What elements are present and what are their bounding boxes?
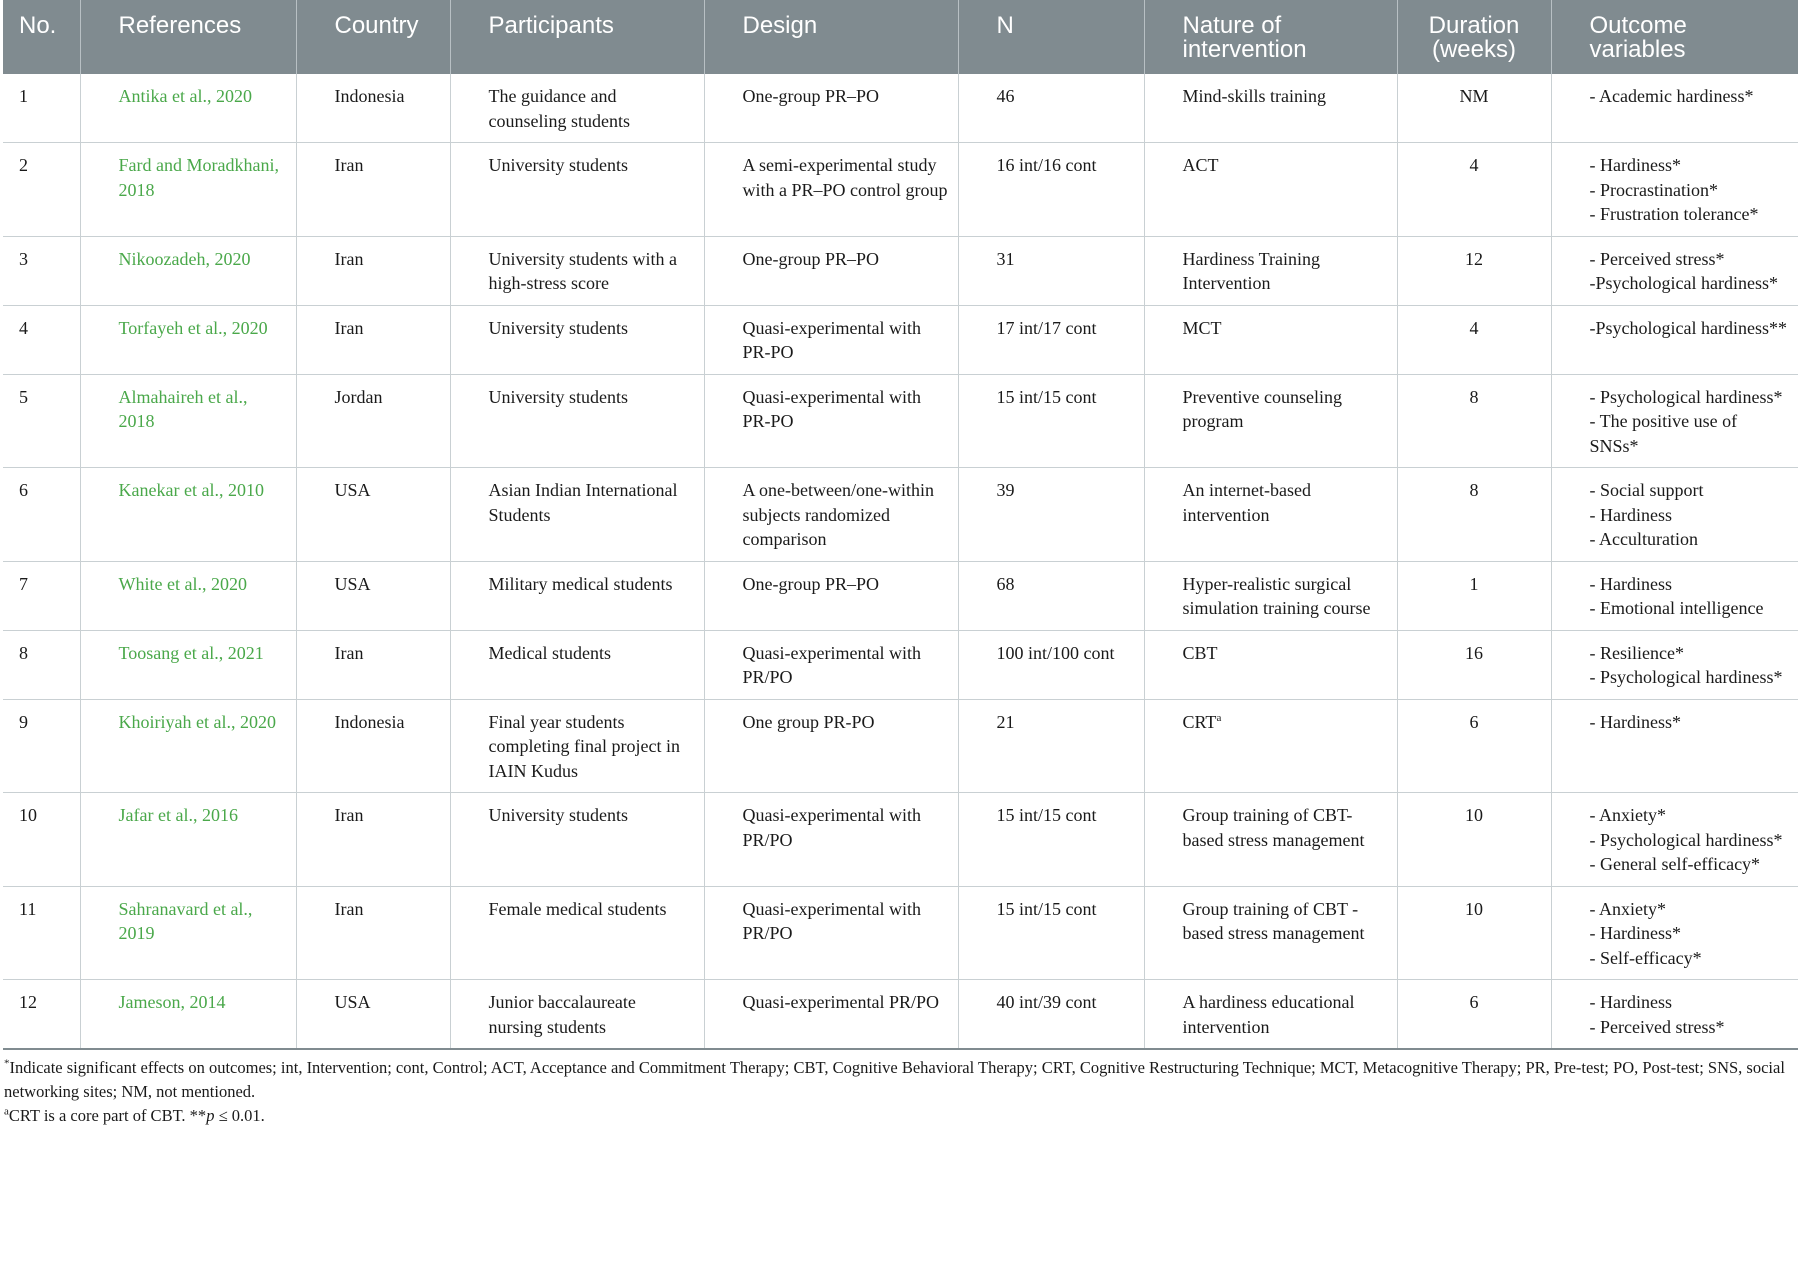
outcome-list bbox=[1590, 84, 1789, 109]
outcome-list bbox=[1590, 710, 1789, 735]
table-row bbox=[3, 980, 1798, 1050]
cell-country-text: Indonesia bbox=[334, 711, 405, 732]
cell-duration bbox=[1397, 561, 1551, 630]
cell-outcomes bbox=[1551, 561, 1798, 630]
cell-no-text: 3 bbox=[19, 248, 28, 269]
cell-no bbox=[3, 236, 80, 305]
table-body bbox=[3, 74, 1798, 1049]
cell-design bbox=[704, 374, 958, 468]
cell-n bbox=[958, 699, 1144, 793]
cell-n-text: 40 int/39 cont bbox=[996, 992, 1097, 1012]
cell-n-text: 39 bbox=[996, 480, 1015, 500]
cell-no bbox=[3, 699, 80, 793]
cell-duration-text: 1 bbox=[1469, 573, 1479, 594]
footnote-ref-a: a bbox=[1216, 711, 1222, 724]
cell-country-text: USA bbox=[334, 992, 371, 1012]
cell-nature bbox=[1144, 980, 1397, 1050]
cell-duration-text: NM bbox=[1459, 86, 1489, 106]
footnote-2 bbox=[4, 1104, 1798, 1128]
outcome-item: - Frustration tolerance* bbox=[1589, 204, 1759, 224]
cell-participants bbox=[450, 74, 704, 143]
cell-nature bbox=[1144, 468, 1397, 562]
cell-outcomes bbox=[1551, 793, 1798, 887]
cell-design bbox=[704, 561, 958, 630]
outcome-item: - General self-efficacy* bbox=[1589, 854, 1761, 874]
cell-reference[interactable] bbox=[80, 886, 296, 980]
header-row bbox=[3, 0, 1798, 74]
cell-participants-text: Military medical students bbox=[488, 573, 673, 594]
cell-n-text: 21 bbox=[996, 711, 1015, 732]
cell-participants-text: Junior baccalaureate nursing students bbox=[488, 992, 636, 1037]
cell-participants bbox=[450, 143, 704, 237]
cell-country bbox=[296, 74, 450, 143]
cell-duration bbox=[1397, 886, 1551, 980]
cell-nature bbox=[1144, 793, 1397, 887]
cell-n-text: 17 int/17 cont bbox=[996, 317, 1097, 338]
cell-duration-text: 10 bbox=[1465, 898, 1483, 919]
outcome-item: - Hardiness bbox=[1589, 573, 1672, 594]
cell-duration-text: 16 bbox=[1465, 642, 1483, 663]
cell-n bbox=[958, 561, 1144, 630]
cell-country-text: Iran bbox=[334, 898, 364, 919]
cell-nature bbox=[1144, 305, 1397, 374]
cell-duration-text: 8 bbox=[1469, 480, 1479, 500]
cell-duration-text: 12 bbox=[1465, 248, 1483, 269]
table-row bbox=[3, 468, 1798, 562]
cell-reference-text[interactable]: Kanekar et al., 2010 bbox=[118, 480, 264, 500]
cell-nature bbox=[1144, 74, 1397, 143]
cell-no-text: 7 bbox=[19, 573, 28, 594]
cell-design bbox=[704, 630, 958, 699]
cell-duration bbox=[1397, 74, 1551, 143]
cell-reference[interactable] bbox=[80, 699, 296, 793]
cell-no bbox=[3, 561, 80, 630]
cell-no bbox=[3, 305, 80, 374]
outcome-list bbox=[1590, 803, 1789, 877]
cell-n bbox=[958, 886, 1144, 980]
table-row bbox=[3, 793, 1798, 887]
cell-nature-text: Group training of CBT -based stress management bbox=[1182, 898, 1365, 943]
outcome-item: - Self-efficacy* bbox=[1589, 947, 1702, 968]
outcome-item: - Anxiety* bbox=[1589, 805, 1666, 825]
outcome-item: - Hardiness bbox=[1589, 992, 1672, 1012]
cell-nature-text: ACT bbox=[1182, 155, 1219, 175]
header-nature: Nature of intervention bbox=[1144, 0, 1397, 74]
outcome-list bbox=[1590, 316, 1789, 341]
outcome-item: - Hardiness* bbox=[1589, 923, 1681, 943]
cell-country-text: Iran bbox=[334, 317, 364, 338]
cell-design bbox=[704, 980, 958, 1050]
cell-duration bbox=[1397, 793, 1551, 887]
studies-table bbox=[3, 0, 1798, 1050]
cell-country bbox=[296, 305, 450, 374]
outcome-item: - Hardiness bbox=[1589, 504, 1672, 525]
cell-design-text: Quasi-experimental with PR/PO bbox=[742, 642, 921, 687]
cell-country bbox=[296, 630, 450, 699]
cell-participants bbox=[450, 236, 704, 305]
cell-nature-text: Group training of CBT-based stress management bbox=[1182, 805, 1365, 850]
table-row bbox=[3, 236, 1798, 305]
table-row bbox=[3, 305, 1798, 374]
cell-country bbox=[296, 793, 450, 887]
cell-country-text: Iran bbox=[334, 642, 364, 663]
cell-reference-text[interactable]: Khoiriyah et al., 2020 bbox=[118, 711, 276, 732]
cell-design-text: Quasi-experimental with PR-PO bbox=[742, 386, 921, 431]
cell-reference-text[interactable]: Toosang et al., 2021 bbox=[118, 642, 264, 663]
cell-nature bbox=[1144, 561, 1397, 630]
footnote-1-text: Indicate significant effects on outcomes; int, Intervention; cont, Control; ACT, Acceptance and Commitment Therapy; CBT, Cognitive Behavioral Therapy; CRT, Cognitive Restructuring Technique; MCT, Metacognitive Therapy; PR, Pre-test; PO, Post-test; SNS, social networking sites; NM, not mentioned. bbox=[4, 1058, 1785, 1101]
cell-design bbox=[704, 793, 958, 887]
cell-n-text: 15 int/15 cont bbox=[996, 898, 1097, 919]
cell-design-text: One-group PR–PO bbox=[742, 248, 880, 269]
cell-participants-text: University students bbox=[488, 317, 628, 338]
cell-n-text: 100 int/100 cont bbox=[996, 642, 1115, 663]
cell-no bbox=[3, 74, 80, 143]
footnote-1-mark: * bbox=[4, 1057, 10, 1070]
outcome-item: - Procrastination* bbox=[1589, 179, 1718, 200]
cell-country-text: Jordan bbox=[334, 386, 383, 407]
cell-country bbox=[296, 143, 450, 237]
cell-participants-text: The guidance and counseling students bbox=[488, 86, 630, 131]
outcome-item: - Acculturation bbox=[1589, 529, 1698, 549]
header-outcomes: Outcome variables bbox=[1551, 0, 1798, 74]
cell-country-text: Iran bbox=[334, 248, 364, 269]
cell-design bbox=[704, 143, 958, 237]
cell-n-text: 16 int/16 cont bbox=[996, 155, 1097, 175]
cell-nature-text: Mind-skills training bbox=[1182, 86, 1326, 106]
cell-country-text: USA bbox=[334, 573, 371, 594]
cell-no-text: 1 bbox=[19, 86, 28, 106]
cell-no bbox=[3, 793, 80, 887]
cell-duration-text: 4 bbox=[1469, 155, 1479, 175]
outcome-list bbox=[1590, 641, 1789, 690]
outcome-item: - Psychological hardiness* bbox=[1589, 667, 1783, 687]
cell-participants-text: Female medical students bbox=[488, 898, 667, 919]
cell-design-text: A one-between/one-within subjects randomized comparison bbox=[742, 480, 934, 549]
outcome-item: - The positive use of SNSs* bbox=[1589, 411, 1738, 456]
cell-duration bbox=[1397, 630, 1551, 699]
cell-nature-text: CBT bbox=[1182, 642, 1218, 663]
cell-no bbox=[3, 143, 80, 237]
outcome-item: - Hardiness* bbox=[1589, 711, 1681, 732]
cell-outcomes bbox=[1551, 886, 1798, 980]
cell-design-text: One group PR-PO bbox=[742, 711, 875, 732]
cell-reference[interactable] bbox=[80, 561, 296, 630]
cell-design bbox=[704, 886, 958, 980]
outcome-item: -Psychological hardiness** bbox=[1589, 317, 1787, 338]
cell-duration-text: 6 bbox=[1469, 992, 1479, 1012]
header-n: N bbox=[958, 0, 1144, 74]
cell-reference[interactable] bbox=[80, 374, 296, 468]
cell-n-text: 31 bbox=[996, 248, 1015, 269]
cell-outcomes bbox=[1551, 374, 1798, 468]
cell-participants-text: Medical students bbox=[488, 642, 611, 663]
cell-duration bbox=[1397, 236, 1551, 305]
cell-reference[interactable] bbox=[80, 793, 296, 887]
cell-no bbox=[3, 980, 80, 1050]
cell-nature bbox=[1144, 143, 1397, 237]
cell-n bbox=[958, 630, 1144, 699]
cell-participants-text: University students bbox=[488, 386, 628, 407]
cell-duration bbox=[1397, 980, 1551, 1050]
outcome-list bbox=[1590, 990, 1789, 1039]
cell-n-text: 15 int/15 cont bbox=[996, 386, 1097, 407]
cell-n bbox=[958, 468, 1144, 562]
cell-nature bbox=[1144, 236, 1397, 305]
cell-country bbox=[296, 561, 450, 630]
cell-nature-text: An internet-based intervention bbox=[1182, 480, 1311, 525]
cell-no-text: 5 bbox=[19, 386, 28, 407]
cell-participants-text: University students with a high-stress score bbox=[488, 248, 677, 293]
cell-n-text: 15 int/15 cont bbox=[996, 805, 1097, 825]
cell-no-text: 9 bbox=[19, 711, 28, 732]
cell-reference[interactable] bbox=[80, 630, 296, 699]
cell-reference[interactable] bbox=[80, 143, 296, 237]
outcome-item: - Psychological hardiness* bbox=[1589, 829, 1783, 850]
table-row bbox=[3, 143, 1798, 237]
cell-country bbox=[296, 699, 450, 793]
table-row bbox=[3, 561, 1798, 630]
cell-outcomes bbox=[1551, 74, 1798, 143]
cell-nature-text: Preventive counseling program bbox=[1182, 386, 1342, 431]
cell-reference-text[interactable]: Almahaireh et al., 2018 bbox=[118, 386, 248, 431]
cell-no-text: 8 bbox=[19, 642, 28, 663]
cell-reference-text[interactable]: Antika et al., 2020 bbox=[118, 86, 252, 106]
cell-nature bbox=[1144, 886, 1397, 980]
cell-n bbox=[958, 143, 1144, 237]
cell-reference[interactable] bbox=[80, 980, 296, 1050]
table-row bbox=[3, 699, 1798, 793]
cell-reference-text[interactable]: Torfayeh et al., 2020 bbox=[118, 317, 268, 338]
cell-design-text: Quasi-experimental with PR/PO bbox=[742, 898, 921, 943]
cell-nature bbox=[1144, 630, 1397, 699]
cell-nature-text: MCT bbox=[1182, 317, 1222, 338]
outcome-item: - Social support bbox=[1589, 480, 1704, 500]
outcome-item: - Resilience* bbox=[1589, 642, 1684, 663]
outcome-list bbox=[1590, 247, 1789, 296]
header-references: References bbox=[80, 0, 296, 74]
cell-outcomes bbox=[1551, 699, 1798, 793]
cell-n bbox=[958, 305, 1144, 374]
cell-participants bbox=[450, 374, 704, 468]
cell-design bbox=[704, 468, 958, 562]
cell-participants bbox=[450, 468, 704, 562]
cell-reference-text[interactable]: Fard and Moradkhani, 2018 bbox=[118, 155, 279, 200]
cell-participants-text: University students bbox=[488, 805, 628, 825]
cell-duration-text: 4 bbox=[1469, 317, 1479, 338]
cell-nature bbox=[1144, 374, 1397, 468]
table-wrapper bbox=[3, 0, 1798, 1128]
outcome-item: - Perceived stress* bbox=[1589, 248, 1725, 269]
cell-country-text: Iran bbox=[334, 805, 364, 825]
cell-participants bbox=[450, 886, 704, 980]
header-design: Design bbox=[704, 0, 958, 74]
cell-design-text: One-group PR–PO bbox=[742, 86, 880, 106]
outcome-item: - Emotional intelligence bbox=[1589, 598, 1764, 618]
cell-outcomes bbox=[1551, 468, 1798, 562]
cell-duration bbox=[1397, 143, 1551, 237]
footnote-2-text: CRT is a core part of CBT. ** bbox=[8, 1106, 207, 1125]
cell-country bbox=[296, 236, 450, 305]
cell-no bbox=[3, 630, 80, 699]
cell-no-text: 11 bbox=[19, 898, 37, 919]
header-duration: Duration (weeks) bbox=[1397, 0, 1551, 74]
cell-nature-text: Hyper-realistic surgical simulation training course bbox=[1182, 573, 1371, 618]
cell-design bbox=[704, 74, 958, 143]
cell-n bbox=[958, 793, 1144, 887]
cell-country-text: USA bbox=[334, 480, 371, 500]
cell-reference[interactable] bbox=[80, 305, 296, 374]
cell-participants-text: Asian Indian International Students bbox=[488, 480, 678, 525]
cell-reference-text[interactable]: Jameson, 2014 bbox=[118, 992, 226, 1012]
cell-no-text: 12 bbox=[19, 992, 37, 1012]
cell-n-text: 68 bbox=[996, 573, 1015, 594]
cell-participants bbox=[450, 561, 704, 630]
cell-reference-text[interactable]: Jafar et al., 2016 bbox=[118, 805, 238, 825]
cell-reference[interactable] bbox=[80, 468, 296, 562]
cell-duration bbox=[1397, 305, 1551, 374]
cell-duration-text: 10 bbox=[1465, 805, 1483, 825]
cell-duration-text: 8 bbox=[1469, 386, 1479, 407]
cell-country bbox=[296, 468, 450, 562]
cell-duration bbox=[1397, 374, 1551, 468]
cell-nature bbox=[1144, 699, 1397, 793]
footnote-2-mark: a bbox=[4, 1105, 9, 1118]
cell-outcomes bbox=[1551, 236, 1798, 305]
cell-country-text: Iran bbox=[334, 155, 364, 175]
outcome-list bbox=[1590, 897, 1789, 971]
outcome-item: - Perceived stress* bbox=[1589, 1016, 1725, 1037]
cell-reference-text[interactable]: Sahranavard et al., 2019 bbox=[118, 898, 253, 943]
table-row bbox=[3, 886, 1798, 980]
cell-reference[interactable] bbox=[80, 236, 296, 305]
outcome-item: - Academic hardiness* bbox=[1589, 86, 1754, 106]
table-row bbox=[3, 374, 1798, 468]
cell-no bbox=[3, 468, 80, 562]
cell-design-text: A semi-experimental study with a PR–PO control group bbox=[742, 155, 948, 200]
cell-design bbox=[704, 699, 958, 793]
cell-nature-text: CRT bbox=[1182, 711, 1217, 732]
cell-participants-text: Final year students completing final project in IAIN Kudus bbox=[488, 711, 680, 781]
outcome-item: - Psychological hardiness* bbox=[1589, 386, 1783, 407]
footnote-2-tail: ≤ 0.01. bbox=[214, 1106, 265, 1125]
cell-n bbox=[958, 980, 1144, 1050]
table-row bbox=[3, 630, 1798, 699]
cell-country-text: Indonesia bbox=[334, 86, 405, 106]
cell-no-text: 2 bbox=[19, 155, 28, 175]
cell-no-text: 4 bbox=[19, 317, 28, 338]
cell-n bbox=[958, 374, 1144, 468]
cell-n-text: 46 bbox=[996, 86, 1015, 106]
cell-reference-text[interactable]: Nikoozadeh, 2020 bbox=[118, 248, 251, 269]
cell-duration bbox=[1397, 699, 1551, 793]
header-participants: Participants bbox=[450, 0, 704, 74]
cell-participants bbox=[450, 630, 704, 699]
cell-design bbox=[704, 305, 958, 374]
cell-outcomes bbox=[1551, 305, 1798, 374]
cell-outcomes bbox=[1551, 630, 1798, 699]
cell-participants bbox=[450, 980, 704, 1050]
cell-outcomes bbox=[1551, 980, 1798, 1050]
cell-duration-text: 6 bbox=[1469, 711, 1479, 732]
cell-no bbox=[3, 886, 80, 980]
cell-duration bbox=[1397, 468, 1551, 562]
cell-design bbox=[704, 236, 958, 305]
table-header bbox=[3, 0, 1798, 74]
cell-country bbox=[296, 980, 450, 1050]
outcome-list bbox=[1590, 478, 1789, 552]
outcome-item: - Anxiety* bbox=[1589, 898, 1666, 919]
cell-country bbox=[296, 886, 450, 980]
cell-no bbox=[3, 374, 80, 468]
cell-participants bbox=[450, 305, 704, 374]
outcome-item: -Psychological hardiness* bbox=[1589, 273, 1778, 293]
footnote-1 bbox=[4, 1056, 1798, 1104]
cell-design-text: Quasi-experimental PR/PO bbox=[742, 992, 939, 1012]
cell-outcomes bbox=[1551, 143, 1798, 237]
cell-no-text: 10 bbox=[19, 805, 37, 825]
table-row bbox=[3, 74, 1798, 143]
cell-participants-text: University students bbox=[488, 155, 628, 175]
cell-country bbox=[296, 374, 450, 468]
outcome-list bbox=[1590, 385, 1789, 459]
outcome-item: - Hardiness* bbox=[1589, 155, 1681, 175]
cell-design-text: Quasi-experimental with PR-PO bbox=[742, 317, 921, 362]
cell-nature-text: Hardiness Training Intervention bbox=[1182, 248, 1321, 293]
cell-nature-text: A hardiness educational intervention bbox=[1182, 992, 1355, 1037]
header-country: Country bbox=[296, 0, 450, 74]
cell-participants bbox=[450, 793, 704, 887]
cell-design-text: Quasi-experimental with PR/PO bbox=[742, 805, 921, 850]
cell-reference[interactable] bbox=[80, 74, 296, 143]
footnote-2-p: p bbox=[206, 1106, 215, 1125]
header-no: No. bbox=[3, 0, 80, 74]
cell-design-text: One-group PR–PO bbox=[742, 573, 880, 594]
outcome-list bbox=[1590, 572, 1789, 621]
cell-no-text: 6 bbox=[19, 480, 28, 500]
table-footnotes bbox=[3, 1056, 1798, 1128]
cell-participants bbox=[450, 699, 704, 793]
cell-n bbox=[958, 236, 1144, 305]
cell-n bbox=[958, 74, 1144, 143]
outcome-list bbox=[1590, 153, 1789, 227]
cell-reference-text[interactable]: White et al., 2020 bbox=[118, 573, 247, 594]
